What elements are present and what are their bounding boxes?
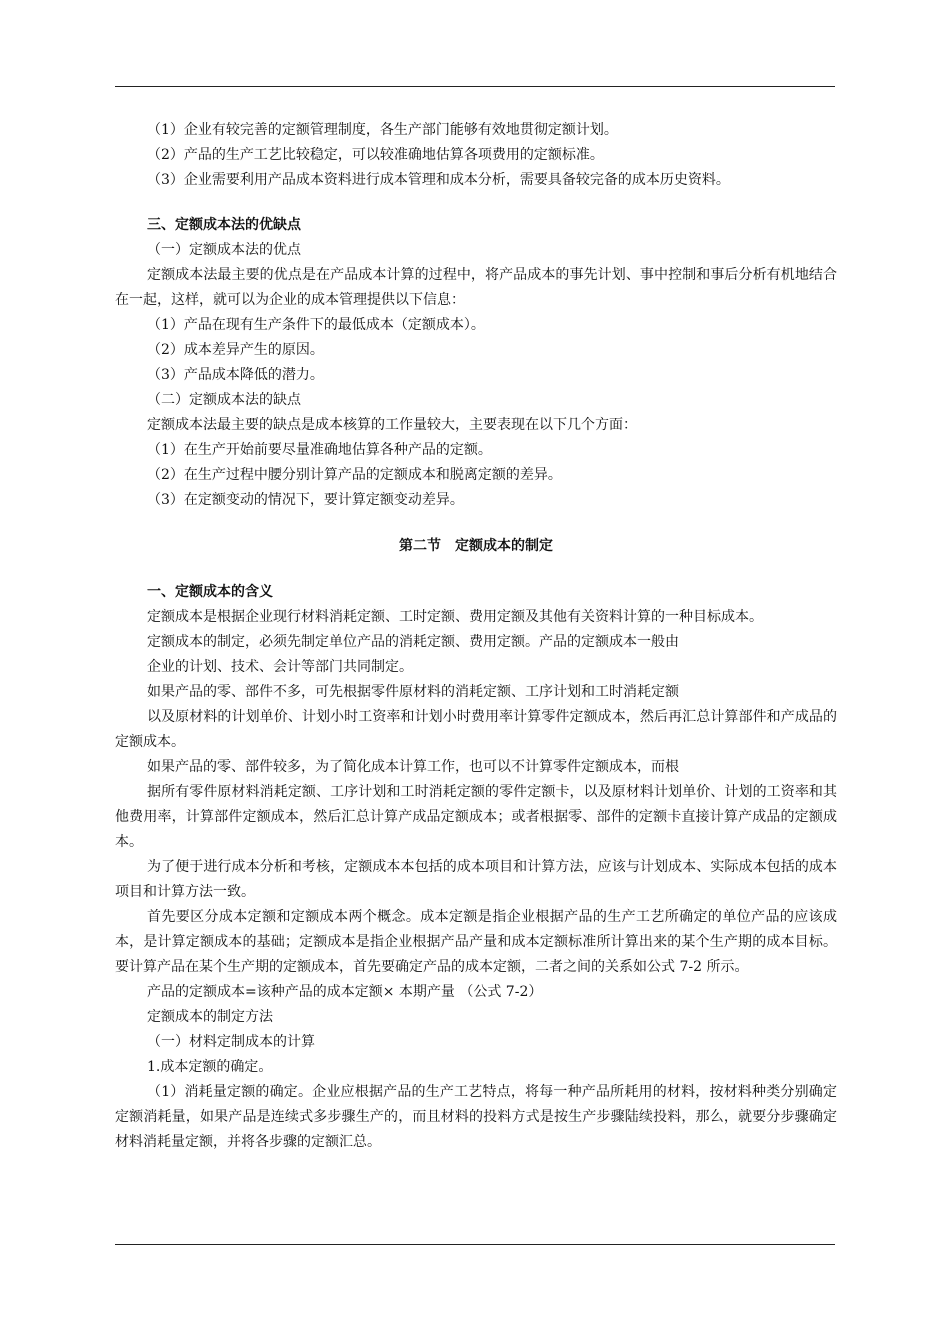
- advantage-3: （3）产品成本降低的潜力。: [147, 367, 324, 383]
- meaning-paragraph-2b: 企业的计划、技术、会计等部门共同制定。: [147, 659, 413, 675]
- section-title: 第二节 定额成本的制定: [399, 538, 553, 554]
- meaning-paragraph-4b: 据所有零件原材料消耗定额、工序计划和工时消耗定额的零件定额卡，以及原材料计划单价、计划的工资率和其他费用率，计算部件定额成本，然后汇总计算产成品定额成本；或者根据零、部件的定额卡直接计算产成品的定额成本。: [115, 784, 837, 850]
- disadvantage-1: （1）在生产开始前要尽量准确地估算各种产品的定额。: [147, 442, 492, 458]
- subheading-advantages: （一）定额成本法的优点: [147, 242, 301, 258]
- meaning-paragraph-3a: 如果产品的零、部件不多，可先根据零件原材料的消耗定额、工序计划和工时消耗定额: [147, 684, 679, 700]
- meaning-paragraph-3b: 以及原材料的计划单价、计划小时工资率和计划小时费用率计算零件定额成本，然后再汇总计算部件和产成品的定额成本。: [115, 709, 837, 750]
- meaning-paragraph-1: 定额成本是根据企业现行材料消耗定额、工时定额、费用定额及其他有关资料计算的一种目标成本。: [147, 609, 763, 625]
- footer-rule: [115, 1244, 835, 1245]
- advantages-paragraph: 定额成本法最主要的优点是在产品成本计算的过程中，将产品成本的事先计划、事中控制和事后分析有机地结合在一起，这样，就可以为企业的成本管理提供以下信息：: [115, 267, 837, 308]
- disadvantages-paragraph: 定额成本法最主要的缺点是成本核算的工作量较大，主要表现在以下几个方面：: [147, 417, 637, 433]
- meaning-paragraph-2a: 定额成本的制定，必须先制定单位产品的消耗定额、费用定额。产品的定额成本一般由: [147, 634, 679, 650]
- item-1-1: （1）消耗量定额的确定。企业应根据产品的生产工艺特点，将每一种产品所耗用的材料，按材料种类分别确定定额消耗量，如果产品是连续式多步骤生产的，而且材料的投料方式是按生产步骤陆续投料，那么，就要分步骤确定材料消耗量定额，并将各步骤的定额汇总。: [115, 1084, 837, 1150]
- meaning-paragraph-4a: 如果产品的零、部件较多，为了简化成本计算工作，也可以不计算零件定额成本，而根: [147, 759, 679, 775]
- condition-2: （2）产品的生产工艺比较稳定，可以较准确地估算各项费用的定额标准。: [147, 147, 604, 163]
- page-body: [115, 118, 837, 1155]
- method-heading: 定额成本的制定方法: [147, 1009, 273, 1025]
- section-heading-pros-cons: 三、定额成本法的优缺点: [147, 217, 301, 233]
- meaning-paragraph-5: 为了便于进行成本分析和考核，定额成本本包括的成本项目和计算方法，应该与计划成本、实际成本包括的成本项目和计算方法一致。: [115, 859, 837, 900]
- formula-line: 产品的定额成本=该种产品的成本定额× 本期产量 （公式 7-2）: [147, 984, 543, 1000]
- disadvantage-3: （3）在定额变动的情况下，要计算定额变动差异。: [147, 492, 464, 508]
- condition-3: （3）企业需要利用产品成本资料进行成本管理和成本分析，需要具备较完备的成本历史资料。: [147, 172, 730, 188]
- disadvantage-2: （2）在生产过程中腰分别计算产品的定额成本和脱离定额的差异。: [147, 467, 562, 483]
- subheading-disadvantages: （二）定额成本法的缺点: [147, 392, 301, 408]
- heading-meaning: 一、定额成本的含义: [147, 584, 273, 600]
- material-subheading: （一）材料定制成本的计算: [147, 1034, 315, 1050]
- condition-1: （1）企业有较完善的定额管理制度，各生产部门能够有效地贯彻定额计划。: [147, 122, 618, 138]
- meaning-paragraph-6: 首先要区分成本定额和定额成本两个概念。成本定额是指企业根据产品的生产工艺所确定的单位产品的应该成本，是计算定额成本的基础；定额成本是指企业根据产品产量和成本定额标准所计算出来的某个生产期的成本目标。要计算产品在某个生产期的定额成本，首先要确定产品的成本定额，二者之间的关系如公式 7-2 所示。: [115, 909, 837, 975]
- advantage-2: （2）成本差异产生的原因。: [147, 342, 324, 358]
- header-rule: [115, 86, 835, 87]
- advantage-1: （1）产品在现有生产条件下的最低成本（定额成本）。: [147, 317, 485, 333]
- item-1: 1.成本定额的确定。: [147, 1059, 273, 1075]
